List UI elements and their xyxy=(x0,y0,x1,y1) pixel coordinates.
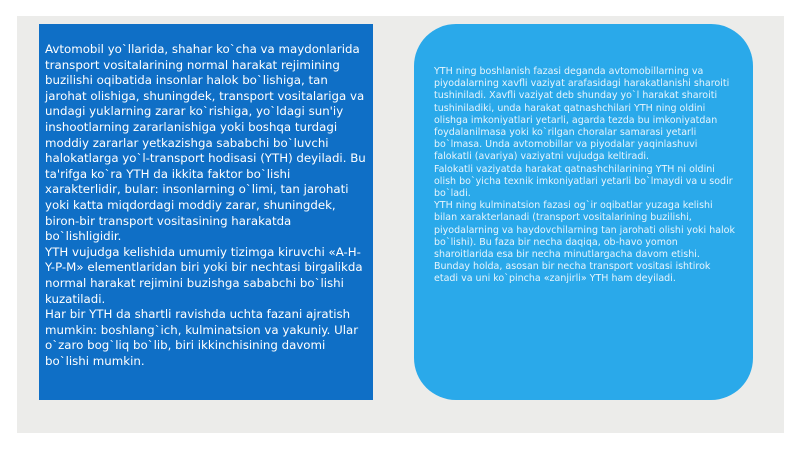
slide xyxy=(17,16,784,433)
left-paragraph-1: Avtomobil yo`llarida, shahar ko`cha va maydonlarida transport vositalarining normal harakat rejimining buzilishi oqibatida insonlar halok bo`lishiga, tan jarohat olishiga, shuningdek, transport vositalariga va undagi yuklarning zarar ko`rishiga, yo`ldagi sun'iy inshootlarning zararlanishiga yoki boshqa turdagi moddiy zararlar yetkazishga sababchi bo`luvchi halokatlarga yo`l-transport hodisasi (YTH) deyiladi. Bu ta'rifga ko`ra YTH da ikkita faktor bo`lishi xarakterlidir, bular: insonlarning o`limi, tan jarohati yoki katta miqdordagi moddiy zarar, shuningdek, biron-bir transport vositasining harakatda bo`lishligidir. xyxy=(45,42,366,244)
right-paragraph-3: YTH ning kulminatsion fazasi og`ir oqibatlar yuzaga kelishi bilan xarakterlanadi (transport vositalarining buzilishi, piyodalarning va haydovchilarning tan jarohati olishi yoki halok bo`lishi). Bu faza bir necha daqiqa, ob-havo yomon sharoitlarida esa bir necha minutlargacha davom etishi. Bunday holda, asosan bir necha transport vositasi ishtirok etadi va uni ko`pincha «zanjirli» YTH ham deyiladi. xyxy=(434,200,735,285)
left-paragraph-3: Har bir YTH da shartli ravishda uchta fazani ajratish mumkin: boshlang`ich, kulminatsion va yakuniy. Ular o`zaro bog`liq bo`lib, biri ikkinchisining davomi bo`lishi mumkin. xyxy=(45,307,359,368)
left-paragraph-2: YTH vujudga kelishida umumiy tizimga kiruvchi «A-H-Y-P-M» elementlaridan biri yoki bir nechtasi birgalikda normal harakat rejimini buzishga sababchi bo`lishi kuzatiladi. xyxy=(45,244,363,306)
left-text-panel xyxy=(39,24,373,400)
right-paragraph-1: YTH ning boshlanish fazasi deganda avtomobillarning va piyodalarning xavfli vaziyat arafasidagi harakatlanishi sharoiti tushiniladi. Xavfli vaziyat deb shunday yo`l harakat sharoiti tushiniladiki, unda harakat qatnashchilari YTH ning oldini olishga imkoniyatlari yetarli, agarda tezda bu imkoniyatdan foydalanilmasa yoki ko`rilgan choralar samarasi yetarli bo`lmasa. Unda avtomobillar va piyodalar yaqinlashuvi falokatli (avariya) vaziyatni vujudga keltiradi. xyxy=(434,66,730,163)
right-text-panel xyxy=(414,24,753,400)
right-paragraph-2: Falokatli vaziyatda harakat qatnashchilarining YTH ni oldini olish bo`yicha texnik imkoniyatlari yetarli bo`lmaydi va u sodir bo`ladi. xyxy=(434,163,733,200)
